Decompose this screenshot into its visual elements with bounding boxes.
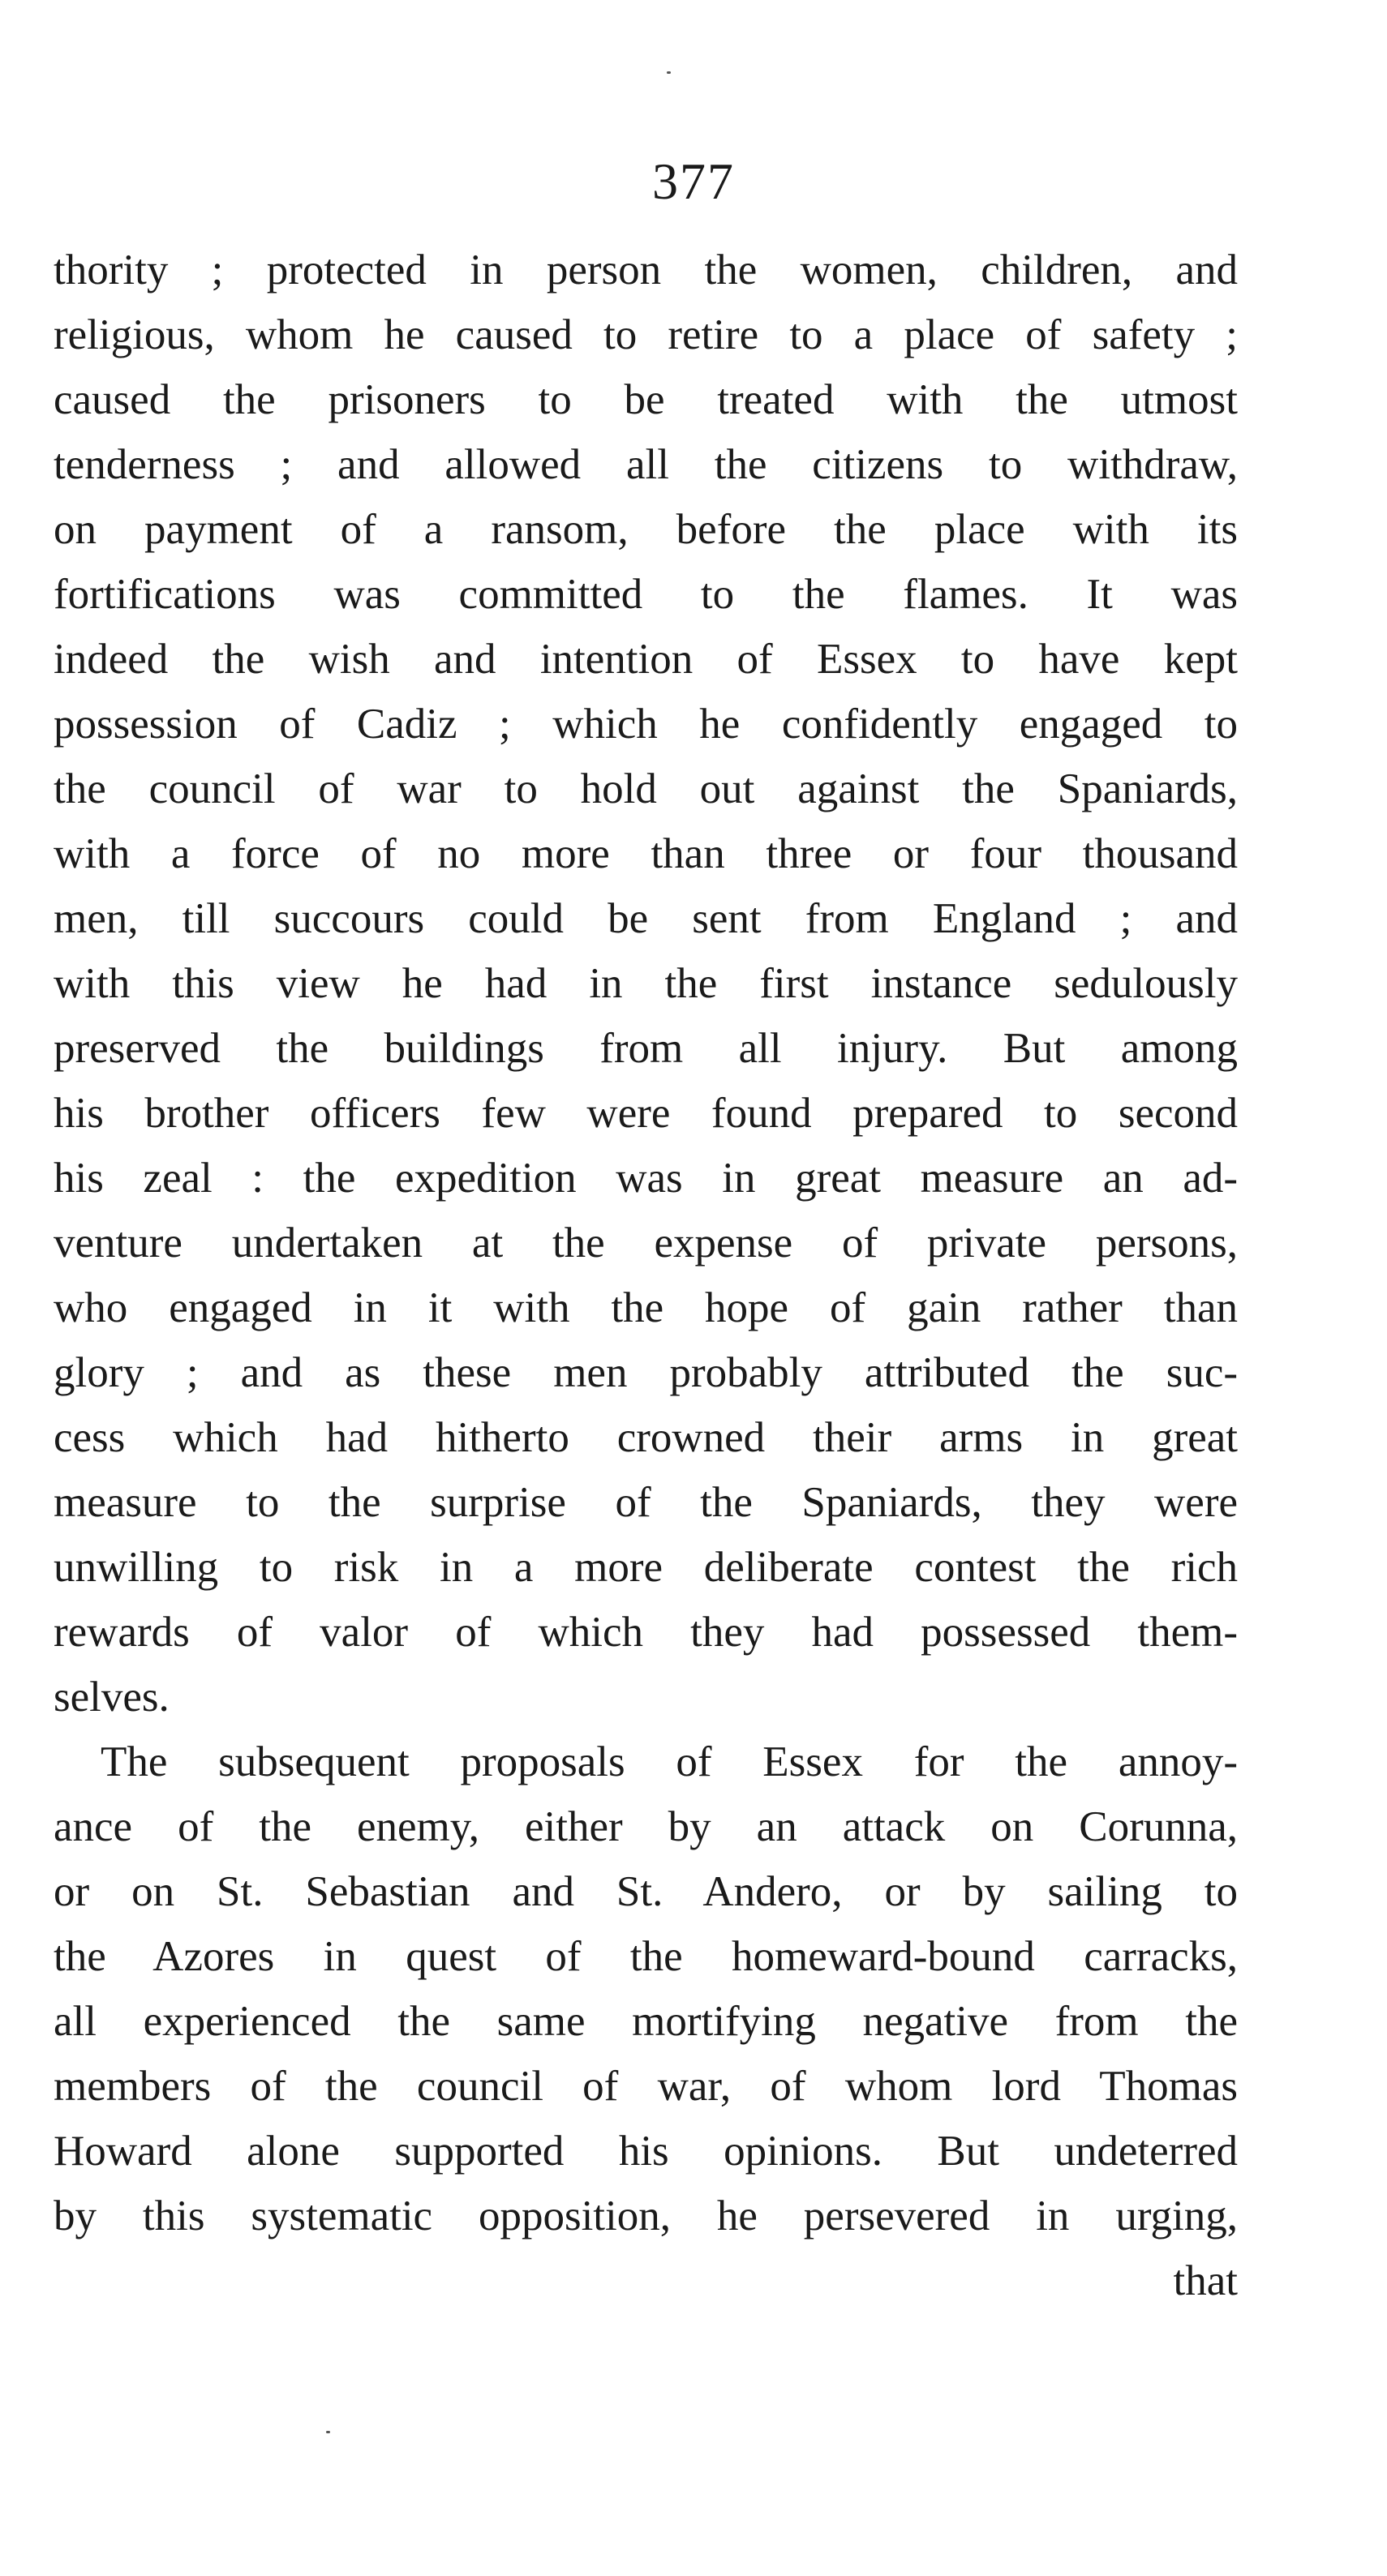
text-line: religious, whom he caused to retire to a place of safety ; bbox=[54, 311, 1238, 358]
text-line: The subsequent proposals of Essex for the annoy- bbox=[101, 1738, 1238, 1785]
text-line: fortifications was committed to the flames. It was bbox=[54, 571, 1238, 618]
text-line: his brother officers few were found prepared to second bbox=[54, 1090, 1238, 1137]
print-speck-bottom bbox=[326, 2431, 330, 2433]
text-line: glory ; and as these men probably attributed the suc- bbox=[54, 1349, 1238, 1396]
text-line: caused the prisoners to be treated with the utmost bbox=[54, 376, 1238, 423]
text-line: venture undertaken at the expense of private persons, bbox=[54, 1219, 1238, 1267]
text-line: the Azores in quest of the homeward-bound carracks, bbox=[54, 1933, 1238, 1980]
paragraph-1 bbox=[54, 238, 1238, 1729]
text-line: by this systematic opposition, he persevered in urging, bbox=[54, 2192, 1238, 2240]
text-line: selves. bbox=[54, 1674, 170, 1721]
text-line: with a force of no more than three or four thousand bbox=[54, 830, 1238, 877]
text-line: preserved the buildings from all injury. But among bbox=[54, 1025, 1238, 1072]
text-line: indeed the wish and intention of Essex to have kept bbox=[54, 636, 1238, 683]
text-line: or on St. Sebastian and St. Andero, or by sailing to bbox=[54, 1868, 1238, 1915]
text-line: thority ; protected in person the women, children, and bbox=[54, 246, 1238, 294]
text-line: tenderness ; and allowed all the citizens to withdraw, bbox=[54, 441, 1238, 488]
paragraph-2 bbox=[54, 1729, 1238, 2248]
body-text bbox=[54, 238, 1238, 2313]
catchword: that bbox=[1173, 2257, 1238, 2304]
text-line: the council of war to hold out against the Spaniards, bbox=[54, 765, 1238, 812]
text-line: Howard alone supported his opinions. But undeterred bbox=[54, 2128, 1238, 2175]
text-line: his zeal : the expedition was in great measure an ad- bbox=[54, 1155, 1238, 1202]
page-number: 377 bbox=[652, 152, 735, 210]
text-line: with this view he had in the first instance sedulously bbox=[54, 960, 1238, 1007]
text-line: members of the council of war, of whom lord Thomas bbox=[54, 2063, 1238, 2110]
text-line: cess which had hitherto crowned their arms in great bbox=[54, 1414, 1238, 1461]
text-line: who engaged in it with the hope of gain rather than bbox=[54, 1284, 1238, 1331]
text-line: unwilling to risk in a more deliberate contest the rich bbox=[54, 1544, 1238, 1591]
text-line: ance of the enemy, either by an attack on Corunna, bbox=[54, 1803, 1238, 1850]
text-line: on payment of a ransom, before the place with its bbox=[54, 506, 1238, 553]
text-line: measure to the surprise of the Spaniards, they were bbox=[54, 1479, 1238, 1526]
print-speck-top bbox=[667, 71, 671, 74]
text-line: possession of Cadiz ; which he confidently engaged to bbox=[54, 701, 1238, 748]
text-line: men, till succours could be sent from England ; and bbox=[54, 895, 1238, 942]
text-line: all experienced the same mortifying negative from the bbox=[54, 1998, 1238, 2045]
text-line: rewards of valor of which they had possessed them- bbox=[54, 1609, 1238, 1656]
